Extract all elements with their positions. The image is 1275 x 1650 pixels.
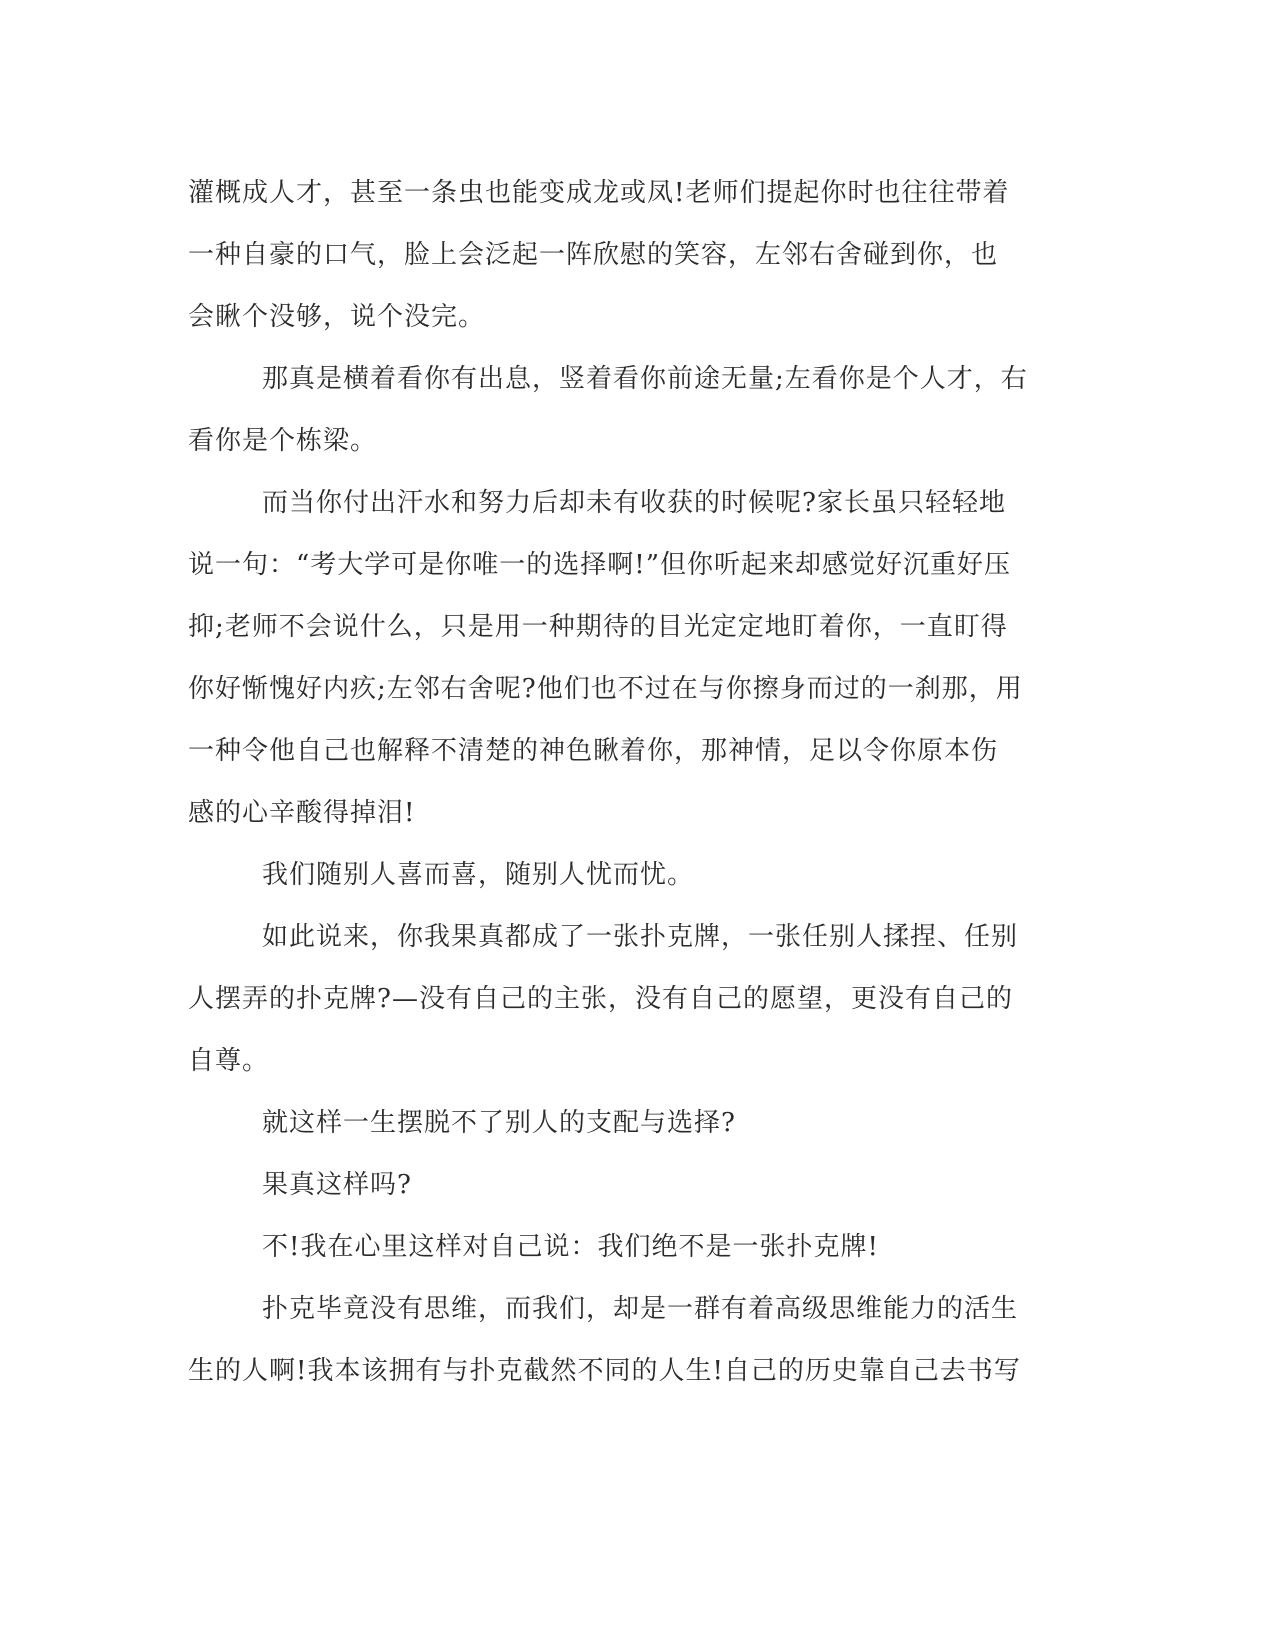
paragraph-start-line: 如此说来，你我果真都成了一张扑克牌，一张任别人揉捏、任别 — [262, 922, 1019, 952]
text-line: 生的人啊!我本该拥有与扑克截然不同的人生!自己的历史靠自己去书写 — [188, 1356, 1021, 1386]
text-line: 一种自豪的口气，脸上会泛起一阵欣慰的笑容，左邻右舍碰到你，也 — [188, 240, 999, 270]
text-line: 会瞅个没够，说个没完。 — [188, 302, 486, 332]
paragraph-start-line: 扑克毕竟没有思维，而我们，却是一群有着高级思维能力的活生 — [262, 1294, 1019, 1324]
paragraph-start-line: 而当你付出汗水和努力后却未有收获的时候呢?家长虽只轻轻地 — [262, 488, 1006, 518]
paragraph-start-line: 我们随别人喜而喜，随别人忧而忧。 — [262, 860, 695, 890]
paragraph-start-line: 就这样一生摆脱不了别人的支配与选择? — [262, 1108, 736, 1138]
text-line: 灌概成人才，甚至一条虫也能变成龙或凤!老师们提起你时也往往带着 — [188, 178, 1010, 208]
text-line: 抑;老师不会说什么，只是用一种期待的目光定定地盯着你，一直盯得 — [188, 612, 1008, 642]
paragraph-start-line: 果真这样吗? — [262, 1170, 412, 1200]
paragraph-start-line: 不!我在心里这样对自己说：我们绝不是一张扑克牌! — [262, 1232, 879, 1262]
text-line: 你好惭愧好内疚;左邻右舍呢?他们也不过在与你擦身而过的一刹那，用 — [188, 674, 1023, 704]
paragraph-start-line: 那真是横着看你有出息，竖着看你前途无量;左看你是个人才，右 — [262, 364, 1028, 394]
text-line: 一种令他自己也解释不清楚的神色瞅着你，那神情，足以令你原本伤 — [188, 736, 999, 766]
document-body — [188, 162, 1078, 1402]
text-line: 说一句：“考大学可是你唯一的选择啊!”但你听起来却感觉好沉重好压 — [188, 550, 1012, 580]
text-line: 感的心辛酸得掉泪! — [188, 798, 416, 828]
text-line: 看你是个栋梁。 — [188, 426, 378, 456]
text-line: 自尊。 — [188, 1046, 270, 1076]
text-line: 人摆弄的扑克牌?—没有自己的主张，没有自己的愿望，更没有自己的 — [188, 984, 1013, 1014]
